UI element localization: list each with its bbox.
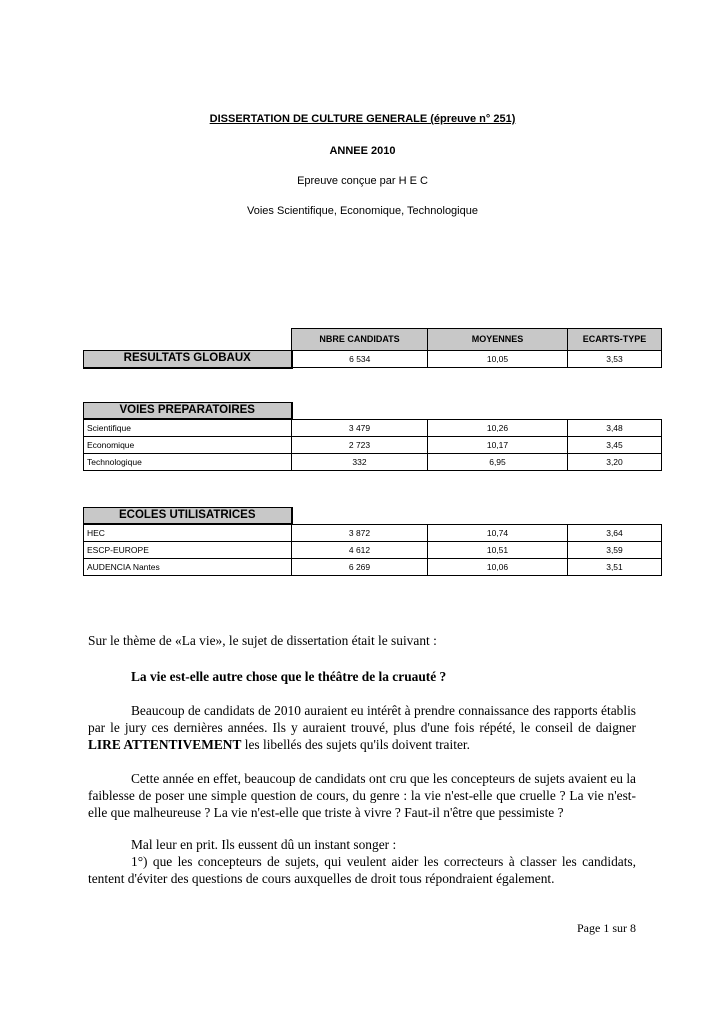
ecoles-title: ECOLES UTILISATRICES: [84, 508, 292, 525]
row-label: Economique: [84, 437, 292, 454]
voies-title: VOIES PREPARATOIRES: [84, 403, 292, 420]
paragraph-3: Mal leur en prit. Ils eussent dû un instant songer :: [131, 837, 397, 852]
global-candidates: 6 534: [292, 351, 428, 368]
row-std: 3,64: [568, 524, 662, 542]
row-label: ESCP-EUROPE: [84, 542, 292, 559]
table-row: [84, 559, 662, 576]
row-candidates: 3 479: [292, 419, 428, 437]
table-row: [84, 542, 662, 559]
year-heading: ANNEE 2010: [329, 145, 396, 157]
row-candidates: 6 269: [292, 559, 428, 576]
row-candidates: 4 612: [292, 542, 428, 559]
paragraph-1: Beaucoup de candidats de 2010 auraient eu intérêt à prendre connaissance des rapports établis par le jury ces dernières années. Ils y auraient trouvé, plus d'une fois répété, le conseil de daigner LIRE ATTENTIVEMENT les libellés des sujets qu'ils doivent traiter.: [88, 703, 636, 753]
global-results-label: RESULTATS GLOBAUX: [84, 351, 292, 368]
row-label: Technologique: [84, 454, 292, 471]
row-candidates: 2 723: [292, 437, 428, 454]
document-title: DISSERTATION DE CULTURE GENERALE (épreuve n° 251): [209, 113, 516, 125]
row-mean: 6,95: [428, 454, 568, 471]
ecoles-table: [83, 507, 662, 576]
designer-line: Epreuve conçue par H E C: [297, 175, 428, 187]
column-header-row: [84, 329, 662, 351]
row-label: AUDENCIA Nantes: [84, 559, 292, 576]
col-header-means: MOYENNES: [428, 329, 568, 351]
row-std: 3,48: [568, 419, 662, 437]
voies-table: [83, 402, 662, 471]
row-mean: 10,17: [428, 437, 568, 454]
paragraph-4: 1°) que les concepteurs de sujets, qui veulent aider les correcteurs à classer les candidats, tentent d'éviter des questions de cours auxquelles de droit tous répondraient également.: [88, 854, 636, 887]
global-results-row: [84, 351, 662, 368]
row-label: Scientifique: [84, 419, 292, 437]
row-std: 3,20: [568, 454, 662, 471]
dissertation-subject: La vie est-elle autre chose que le théâtre de la cruauté ?: [131, 669, 447, 684]
row-candidates: 3 872: [292, 524, 428, 542]
paragraph-2: Cette année en effet, beaucoup de candidats ont cru que les concepteurs de sujets avaient eu la faiblesse de poser une simple question de cours, du genre : la vie n'est-elle que cruelle ? La vie n'est-elle que malheureuse ? La vie n'est-elle que triste à vivre ? Faut-il n'être que pessimiste ?: [88, 771, 636, 821]
global-results-table: [83, 328, 662, 369]
col-header-std: ECARTS-TYPE: [568, 329, 662, 351]
emphasis-text: LIRE ATTENTIVEMENT: [88, 737, 242, 753]
col-header-candidates: NBRE CANDIDATS: [292, 329, 428, 351]
ecoles-title-row: [84, 508, 662, 525]
voies-title-row: [84, 403, 662, 420]
row-label: HEC: [84, 524, 292, 542]
row-mean: 10,74: [428, 524, 568, 542]
global-std: 3,53: [568, 351, 662, 368]
row-mean: 10,06: [428, 559, 568, 576]
page-number: Page 1 sur 8: [577, 921, 636, 935]
table-row: [84, 437, 662, 454]
table-row: [84, 454, 662, 471]
intro-paragraph: Sur le thème de «La vie», le sujet de dissertation était le suivant :: [88, 633, 437, 648]
row-std: 3,51: [568, 559, 662, 576]
row-mean: 10,51: [428, 542, 568, 559]
table-row: [84, 419, 662, 437]
global-mean: 10,05: [428, 351, 568, 368]
row-mean: 10,26: [428, 419, 568, 437]
row-candidates: 332: [292, 454, 428, 471]
row-std: 3,45: [568, 437, 662, 454]
row-std: 3,59: [568, 542, 662, 559]
table-row: [84, 524, 662, 542]
tracks-line: Voies Scientifique, Economique, Technologique: [247, 205, 478, 217]
